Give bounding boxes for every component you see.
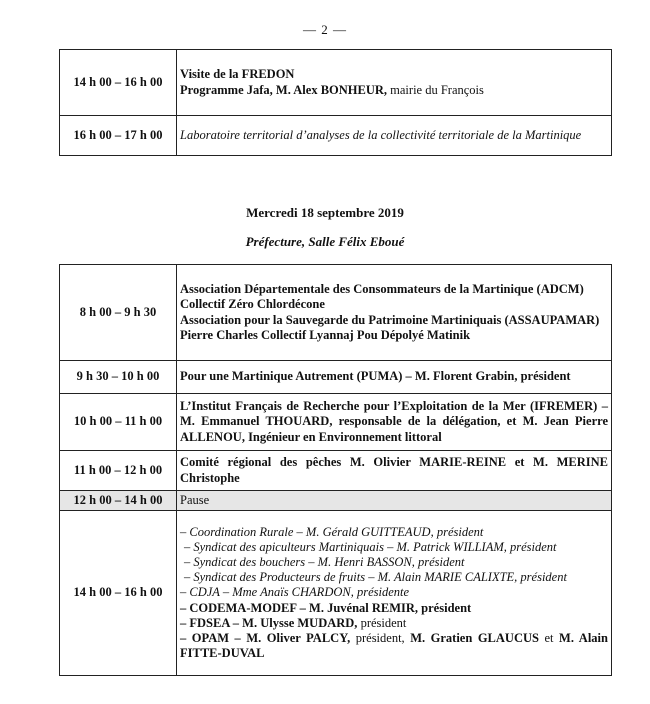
list-item: – CODEMA-MODEF – M. Juvénal REMIR, président [180, 600, 472, 615]
participant-line: Pierre Charles Collectif Lyannaj Pou Dépolyé Matinik [180, 327, 471, 342]
list-item: – Coordination Rurale – M. Gérald GUITTEAUD, président [180, 524, 484, 539]
list-item-bold: M. Gratien GLAUCUS [410, 631, 539, 645]
table-row [60, 491, 612, 511]
table-row [60, 50, 612, 116]
time-slot: 12 h 00 – 14 h 00 [60, 491, 177, 511]
list-item: – CDJA – Mme Anaïs CHARDON, présidente [180, 585, 410, 600]
participant-line: Association Départementale des Consommateurs de la Martinique (ADCM) [180, 282, 584, 297]
time-slot: 14 h 00 – 16 h 00 [60, 50, 177, 116]
table-row [60, 116, 612, 156]
time-slot: 8 h 00 – 9 h 30 [60, 265, 177, 361]
list-item-rest: président, [350, 631, 411, 645]
list-item: – Syndicat des Producteurs de fruits – M. Alain MARIE CALIXTE, président [184, 570, 567, 585]
time-slot: 9 h 30 – 10 h 00 [60, 361, 177, 394]
time-slot: 10 h 00 – 11 h 00 [60, 394, 177, 451]
table-row [60, 511, 612, 676]
session-description: Comité régional des pêches M. Olivier MARIE-REINE et M. MERINE Christophe [177, 451, 612, 491]
time-slot: 11 h 00 – 12 h 00 [60, 451, 177, 491]
participant-line: Collectif Zéro Chlordécone [180, 297, 325, 312]
session-detail-rest: mairie du François [387, 82, 484, 97]
list-item-rest: président [357, 615, 407, 630]
list-item-rest: et [538, 631, 560, 645]
list-item-bold: M. Alain FITTE-DUVAL [180, 631, 608, 661]
table-row [60, 265, 612, 361]
day-heading: Mercredi 18 septembre 2019 [246, 205, 404, 220]
list-item-bold: – FDSEA – M. Ulysse MUDARD, [180, 615, 358, 630]
page-number: — 2 — [303, 22, 347, 37]
session-title: Visite de la FREDON [180, 67, 295, 82]
session-description: Pause [177, 491, 612, 511]
list-item: – Syndicat des bouchers – M. Henri BASSON, président [184, 554, 465, 569]
table-row [60, 394, 612, 451]
list-item-bold: – OPAM – M. Oliver PALCY, [180, 631, 351, 645]
location-heading: Préfecture, Salle Félix Eboué [245, 234, 405, 249]
session-description: L’Institut Français de Recherche pour l’Exploitation de la Mer (IFREMER) – M. Emmanuel THOUARD, responsable de la délégation, et M. Jean Pierre ALLENOU, Ingénieur en Environnement littoral [177, 394, 612, 451]
session-description [177, 511, 612, 676]
session-detail-bold: Programme Jafa, M. Alex BONHEUR, [180, 82, 388, 97]
session-description [177, 265, 612, 361]
session-description: Pour une Martinique Autrement (PUMA) – M. Florent Grabin, président [177, 361, 612, 394]
schedule-table-tuesday [59, 49, 612, 156]
list-item: – Syndicat des apiculteurs Martiniquais – M. Patrick WILLIAM, président [184, 539, 557, 554]
participant-line: Association pour la Sauvegarde du Patrimoine Martiniquais (ASSAUPAMAR) [180, 312, 600, 327]
time-slot: 16 h 00 – 17 h 00 [60, 116, 177, 156]
schedule-table-wednesday [59, 264, 612, 676]
session-description: Laboratoire territorial d’analyses de la collectivité territoriale de la Martinique [177, 116, 612, 156]
session-description [177, 50, 612, 116]
table-row [60, 361, 612, 394]
list-item [180, 631, 608, 661]
time-slot: 14 h 00 – 16 h 00 [60, 511, 177, 676]
table-row [60, 451, 612, 491]
list-item [180, 616, 608, 631]
